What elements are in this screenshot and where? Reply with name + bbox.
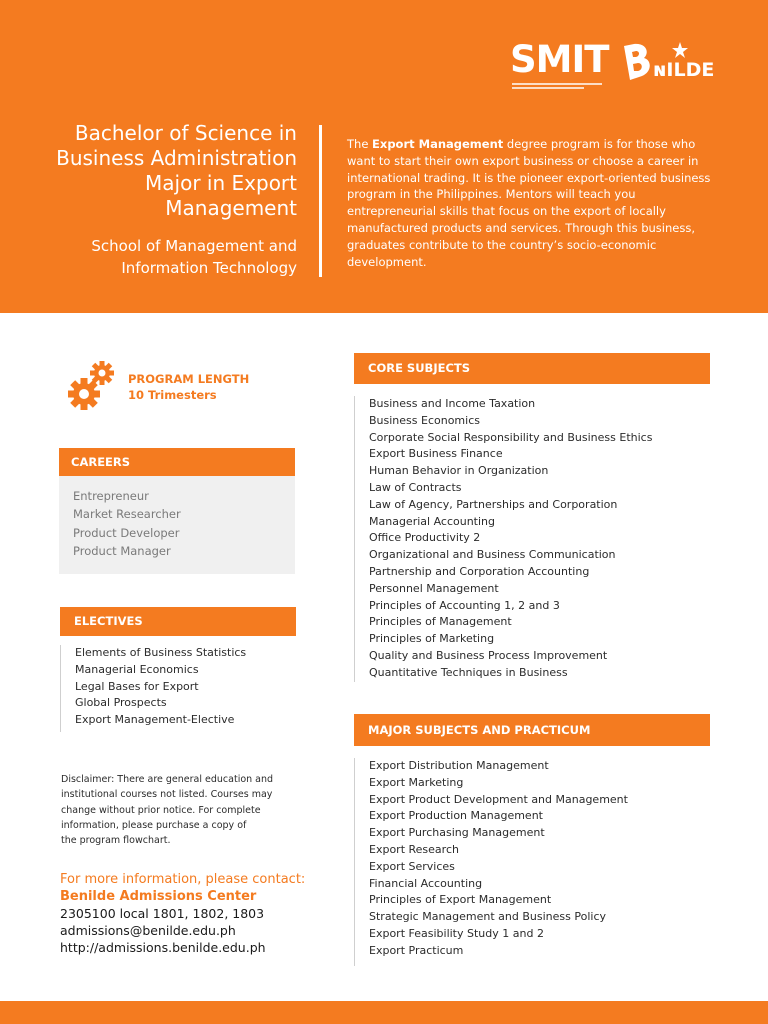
list-item: Export Management-Elective — [75, 713, 235, 727]
list-item: Financial Accounting — [369, 876, 483, 890]
benilde-logo — [620, 40, 732, 90]
program-description: The Export Management degree program is for those who want to start their own export business or choose a career in international trading. It is the pioneer export-oriented business program in the Philippines. Mentors will teach you entrepreneurial skills that focus on the export of locally manufactured products and services. Through this business, graduates contribute to the country’s socio-economic development. — [347, 137, 711, 269]
list-item: Partnership and Corporation Accounting — [369, 564, 590, 578]
core-subjects-heading: CORE SUBJECTS — [354, 353, 710, 384]
list-item: Product Manager — [73, 543, 171, 558]
footer-bar — [0, 1001, 768, 1024]
list-item: Law of Contracts — [369, 480, 462, 494]
gears-icon — [66, 359, 118, 413]
list-item: Principles of Accounting 1, 2 and 3 — [369, 598, 560, 612]
description-highlight: Export Management — [372, 137, 504, 151]
list-item: Principles of Export Management — [369, 893, 552, 907]
list-item: Export Purchasing Management — [369, 826, 545, 840]
core-subjects-list — [354, 396, 710, 682]
list-item: Principles of Management — [369, 615, 512, 629]
list-item: Export Marketing — [369, 775, 464, 789]
careers-list — [59, 476, 295, 574]
contact-office: Benilde Admissions Center — [60, 889, 257, 904]
list-item: Business Economics — [369, 413, 480, 427]
electives-heading: ELECTIVES — [60, 607, 296, 636]
list-item: Export Feasibility Study 1 and 2 — [369, 926, 544, 940]
list-item: Export Business Finance — [369, 447, 503, 461]
list-item: Personnel Management — [369, 581, 499, 595]
svg-text:ɴILDE: ɴILDE — [653, 59, 715, 81]
list-item: Strategic Management and Business Policy — [369, 910, 607, 924]
list-item: Export Practicum — [369, 943, 464, 957]
major-subjects-heading: MAJOR SUBJECTS AND PRACTICUM — [354, 714, 710, 746]
list-item: Principles of Marketing — [369, 632, 495, 646]
list-item: Quality and Business Process Improvement — [369, 648, 608, 662]
disclaimer: Disclaimer: There are general education and institutional courses not listed. Courses may change without prior notice. For complete information, please purchase a copy of the program flowchart. — [61, 774, 274, 847]
list-item: Quantitative Techniques in Business — [369, 665, 568, 679]
contact-intro: For more information, please contact: — [60, 872, 306, 887]
list-item: Human Behavior in Organization — [369, 464, 549, 478]
smit-logo-tagline — [512, 83, 602, 92]
list-item: Law of Agency, Partnerships and Corporation — [369, 497, 618, 511]
list-item: Elements of Business Statistics — [75, 646, 247, 659]
program-length-label: PROGRAM LENGTH — [128, 372, 250, 386]
list-item: Export Research — [369, 842, 459, 856]
contact-website[interactable]: http://admissions.benilde.edu.ph — [60, 940, 266, 955]
list-item: Export Product Development and Management — [369, 792, 628, 806]
list-item: Office Productivity 2 — [369, 531, 481, 545]
electives-list — [60, 645, 296, 732]
careers-heading: CAREERS — [59, 448, 295, 476]
list-item: Managerial Accounting — [369, 514, 495, 528]
list-item: Business and Income Taxation — [369, 397, 536, 410]
list-item: Entrepreneur — [73, 489, 149, 503]
header-divider — [319, 125, 322, 277]
list-item: Legal Bases for Export — [75, 679, 199, 693]
contact-email[interactable]: admissions@benilde.edu.ph — [60, 923, 236, 938]
list-item: Corporate Social Responsibility and Business Ethics — [369, 430, 653, 444]
program-title: Bachelor of Science in Business Administration Major in Export Management — [56, 121, 297, 220]
header-banner — [0, 0, 768, 313]
smit-logo: SMIT — [510, 38, 609, 81]
list-item: Export Production Management — [369, 809, 543, 823]
list-item: Product Developer — [73, 525, 180, 540]
list-item: Organizational and Business Communication — [369, 548, 616, 562]
contact-phone: 2305100 local 1801, 1802, 1803 — [60, 906, 265, 921]
program-length-value: 10 Trimesters — [128, 388, 217, 402]
list-item: Managerial Economics — [75, 662, 199, 676]
list-item: Global Prospects — [75, 696, 167, 710]
list-item: Export Distribution Management — [369, 759, 549, 772]
school-name: School of Management and Information Technology — [91, 237, 297, 277]
list-item: Market Researcher — [73, 507, 181, 522]
list-item: Export Services — [369, 859, 455, 873]
major-subjects-list — [354, 758, 710, 966]
